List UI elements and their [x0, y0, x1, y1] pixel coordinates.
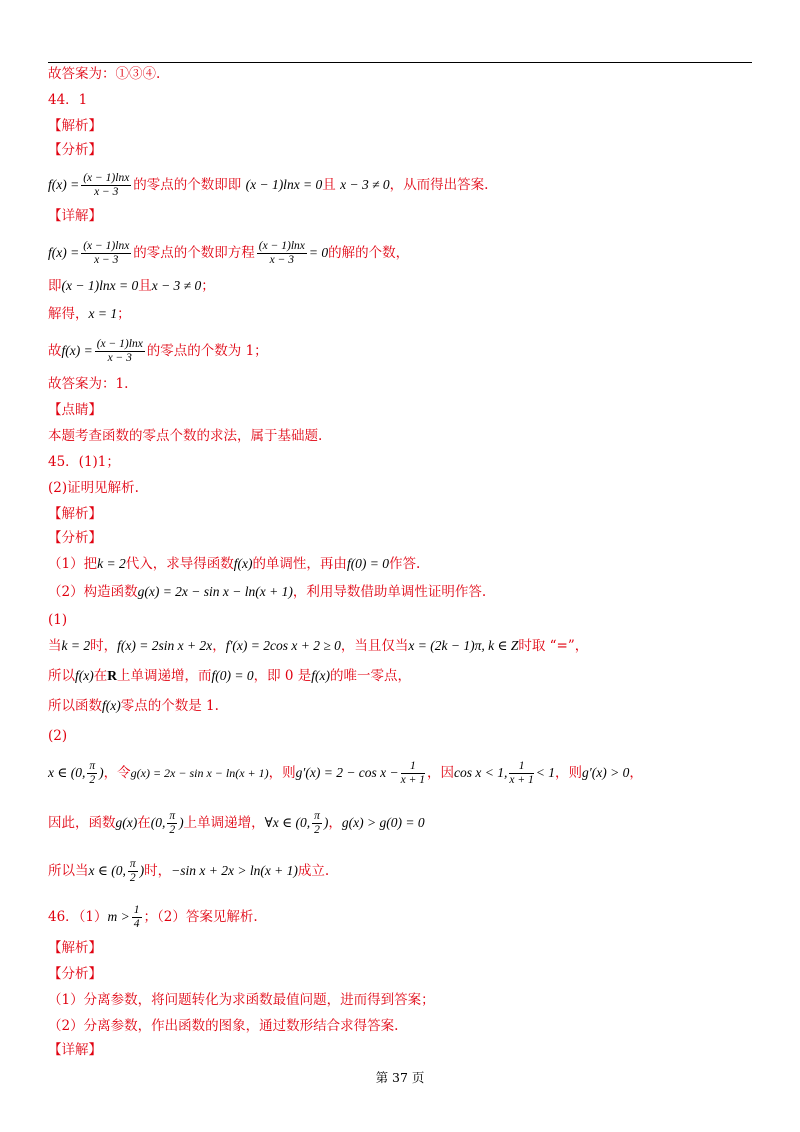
detail-line-3: 解得，x = 1； — [48, 306, 131, 322]
answer-line: 故答案为：①③④. — [48, 66, 161, 82]
problem-45-part2: (2)证明见解析. — [48, 480, 139, 496]
answer-line-44: 故答案为：1. — [48, 376, 129, 392]
part1-line-3: 所以函数f(x)零点的个数是 1. — [48, 698, 219, 714]
math-product: (x − 1)lnx = 0 — [245, 177, 323, 192]
analysis-line: f(x) = $\frac{(x - 1)\ln x}{x - 3}$ 的零点的个数即即 (x − 1)lnx = 0且 x − 3 ≠ 0，从而得出答案. — [48, 172, 489, 198]
part1-line-1: 当k = 2时，f(x) = 2sin x + 2x，f′(x) = 2cos x + 2 ≥ 0，当且仅当x = (2k − 1)π, k ∈ Z时取 “=”， — [48, 638, 589, 654]
part2-line-1: x ∈ (0, $\frac{\pi}{2}$ )，令g(x) = 2x − sin x − ln(x + 1)，则g′(x) = 2 − cos x − $\frac{1}{x + 1}$ ，因cos x < 1, $\frac{1}{x + 1}$ < 1，则g′(x) > 0， — [48, 760, 643, 786]
problem-44-heading: 44．1 — [48, 92, 88, 108]
analysis-46-1: （1）分离参数，将问题转化为求函数最值问题，进而得到答案； — [48, 992, 435, 1008]
section-jiexi: 【解析】 — [48, 118, 102, 134]
section-xiangjie-46: 【详解】 — [48, 1042, 102, 1058]
section-fenxi: 【分析】 — [48, 142, 102, 158]
part-2-label: (2) — [48, 728, 68, 744]
problem-46-heading: 46．（1）m > $\frac{1}{4}$ ；（2）答案见解析. — [48, 904, 258, 930]
section-jiexi-45: 【解析】 — [48, 506, 102, 522]
analysis-45-2: （2）构造函数g(x) = 2x − sin x − ln(x + 1)，利用导数借助单调性证明作答. — [48, 584, 487, 600]
analysis-45-1: （1）把k = 2代入，求导得函数f(x)的单调性，再由f(0) = 0作答. — [48, 556, 421, 572]
section-xiangjie: 【详解】 — [48, 208, 102, 224]
section-fenxi-45: 【分析】 — [48, 530, 102, 546]
math-condition: x − 3 ≠ 0 — [340, 177, 390, 192]
detail-line-2: 即(x − 1)lnx = 0且x − 3 ≠ 0； — [48, 278, 215, 294]
detail-line-4: 故f(x) = $\frac{(x - 1)\ln x}{x - 3}$ 的零点的个数为 1； — [48, 338, 268, 364]
part2-line-2: 因此，函数g(x)在(0, $\frac{\pi}{2}$ )上单调递增，∀x ∈ (0, $\frac{\pi}{2}$ )，g(x) > g(0) = 0 — [48, 810, 425, 836]
comment-line: 本题考查函数的零点个数的求法，属于基础题. — [48, 428, 323, 444]
section-dianjing: 【点睛】 — [48, 402, 102, 418]
fraction: $\frac{(x - 1)\ln x}{x - 3}$ — [83, 172, 130, 198]
part1-line-2: 所以f(x)在R上单调递增，而f(0) = 0，即 0 是f(x)的唯一零点， — [48, 668, 411, 684]
section-fenxi-46: 【分析】 — [48, 966, 102, 982]
section-jiexi-46: 【解析】 — [48, 940, 102, 956]
detail-line-1: f(x) = $\frac{(x - 1)\ln x}{x - 3}$ 的零点的个数即方程 $\frac{(x - 1)\ln x}{x - 3}$ = 0的解的个数， — [48, 240, 410, 266]
part-1-label: (1) — [48, 612, 68, 628]
header-rule — [48, 62, 752, 63]
math-fx: f(x) = — [48, 177, 80, 192]
analysis-46-2: （2）分离参数，作出函数的图象，通过数形结合求得答案. — [48, 1018, 399, 1034]
part2-line-3: 所以当x ∈ (0, $\frac{\pi}{2}$ )时，−sin x + 2x > ln(x + 1)成立. — [48, 858, 330, 884]
page-number: 第 37 页 — [375, 1070, 425, 1085]
problem-45-heading: 45．(1)1； — [48, 454, 120, 470]
